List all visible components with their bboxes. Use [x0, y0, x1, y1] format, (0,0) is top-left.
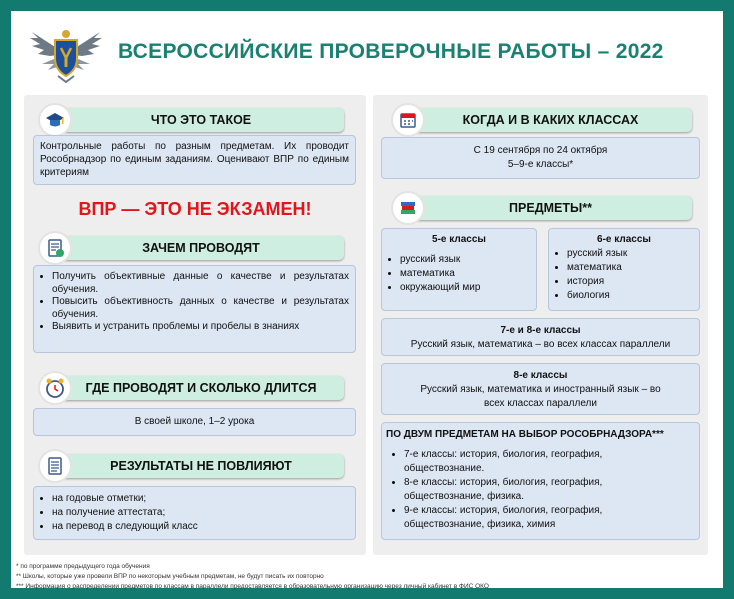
when-heading: КОГДА И В КАКИХ КЛАССАХ	[409, 108, 692, 132]
list-item: • русский язык	[400, 253, 532, 267]
page-title: ВСЕРОССИЙСКИЕ ПРОВЕРОЧНЫЕ РАБОТЫ – 2022	[118, 40, 664, 63]
list-item: • окружающий мир	[400, 281, 532, 295]
grade8-box	[381, 363, 700, 415]
why-heading: ЗАЧЕМ ПРОВОДЯТ	[58, 236, 344, 260]
results-list	[33, 486, 356, 540]
graduation-cap-icon	[40, 105, 70, 135]
list-item: • Получить объективные данные о качестве и результатах обучения.	[52, 271, 349, 296]
not-exam-banner: ВПР — ЭТО НЕ ЭКЗАМЕН!	[78, 199, 312, 219]
grade8-text: Русский язык, математика и иностранный язык – во всех классах параллели	[420, 384, 661, 409]
footnote-1: * по программе предыдущего года обучения	[16, 563, 150, 570]
calendar-icon	[393, 105, 423, 135]
list-item: • 7-е классы: история, биология, география, обществознание.	[404, 448, 641, 476]
subjects-heading: ПРЕДМЕТЫ**	[409, 196, 692, 220]
rosobrnadzor-emblem-icon	[28, 24, 104, 84]
grade6-box	[548, 228, 700, 311]
books-icon	[393, 193, 423, 223]
grade78-text: Русский язык, математика – во всех классах параллели	[410, 339, 671, 350]
alarm-clock-icon	[40, 373, 70, 403]
list-item: • биология	[567, 289, 695, 303]
footnote-3: *** Информация о распределении предметов по классам в параллели предоставляется в образовательную организацию через личный кабинет в ФИС ОКО	[16, 583, 489, 590]
when-dates: С 19 сентября по 24 октября	[473, 145, 608, 156]
list-item: • Выявить и устранить проблемы и пробелы в знаниях	[52, 321, 349, 334]
list-item: • Повысить объективность данных о качестве и результатах обучения.	[52, 296, 349, 321]
list-item: • математика	[400, 267, 532, 281]
list-item: • история	[567, 275, 695, 289]
what-heading: ЧТО ЭТО ТАКОЕ	[58, 108, 344, 132]
list-item: • 9-е классы: история, биология, география, обществознание, физика, химия	[404, 504, 641, 532]
list-item: • на перевод в следующий класс	[52, 520, 349, 534]
list-item: • математика	[567, 261, 695, 275]
grade8-title: 8-е классы	[513, 370, 568, 381]
list-item: • на получение аттестата;	[52, 506, 349, 520]
grade5-box	[381, 228, 537, 311]
results-heading: РЕЗУЛЬТАТЫ НЕ ПОВЛИЯЮТ	[58, 454, 344, 478]
where-heading: ГДЕ ПРОВОДЯТ И СКОЛЬКО ДЛИТСЯ	[58, 376, 344, 400]
checklist-icon	[40, 451, 70, 481]
why-list	[33, 265, 356, 353]
grade78-box	[381, 318, 700, 356]
when-grades: 5–9-е классы*	[507, 159, 574, 170]
grade78-title: 7-е и 8-е классы	[500, 325, 581, 336]
footnote-2: ** Школы, которые уже провели ВПР по некоторым учебным предметам, не будут писать их повторно	[16, 573, 324, 580]
what-text: Контрольные работы по разным предметам. Их проводит Рособрнадзор по единым заданиям. Оценивают ВПР по единым критериям	[33, 135, 356, 185]
when-box	[381, 137, 700, 179]
grade6-title: 6-е классы	[597, 234, 651, 245]
choice-title: ПО ДВУМ ПРЕДМЕТАМ НА ВЫБОР РОСОБРНАДЗОРА***	[386, 429, 664, 440]
list-item: • на годовые отметки;	[52, 492, 349, 506]
document-icon	[40, 233, 70, 263]
grade5-title: 5-е классы	[432, 234, 486, 245]
where-text: В своей школе, 1–2 урока	[33, 408, 356, 436]
list-item: • русский язык	[567, 247, 695, 261]
choice-box	[381, 422, 700, 540]
list-item: • 8-е классы: история, биология, география, обществознание, физика.	[404, 476, 641, 504]
